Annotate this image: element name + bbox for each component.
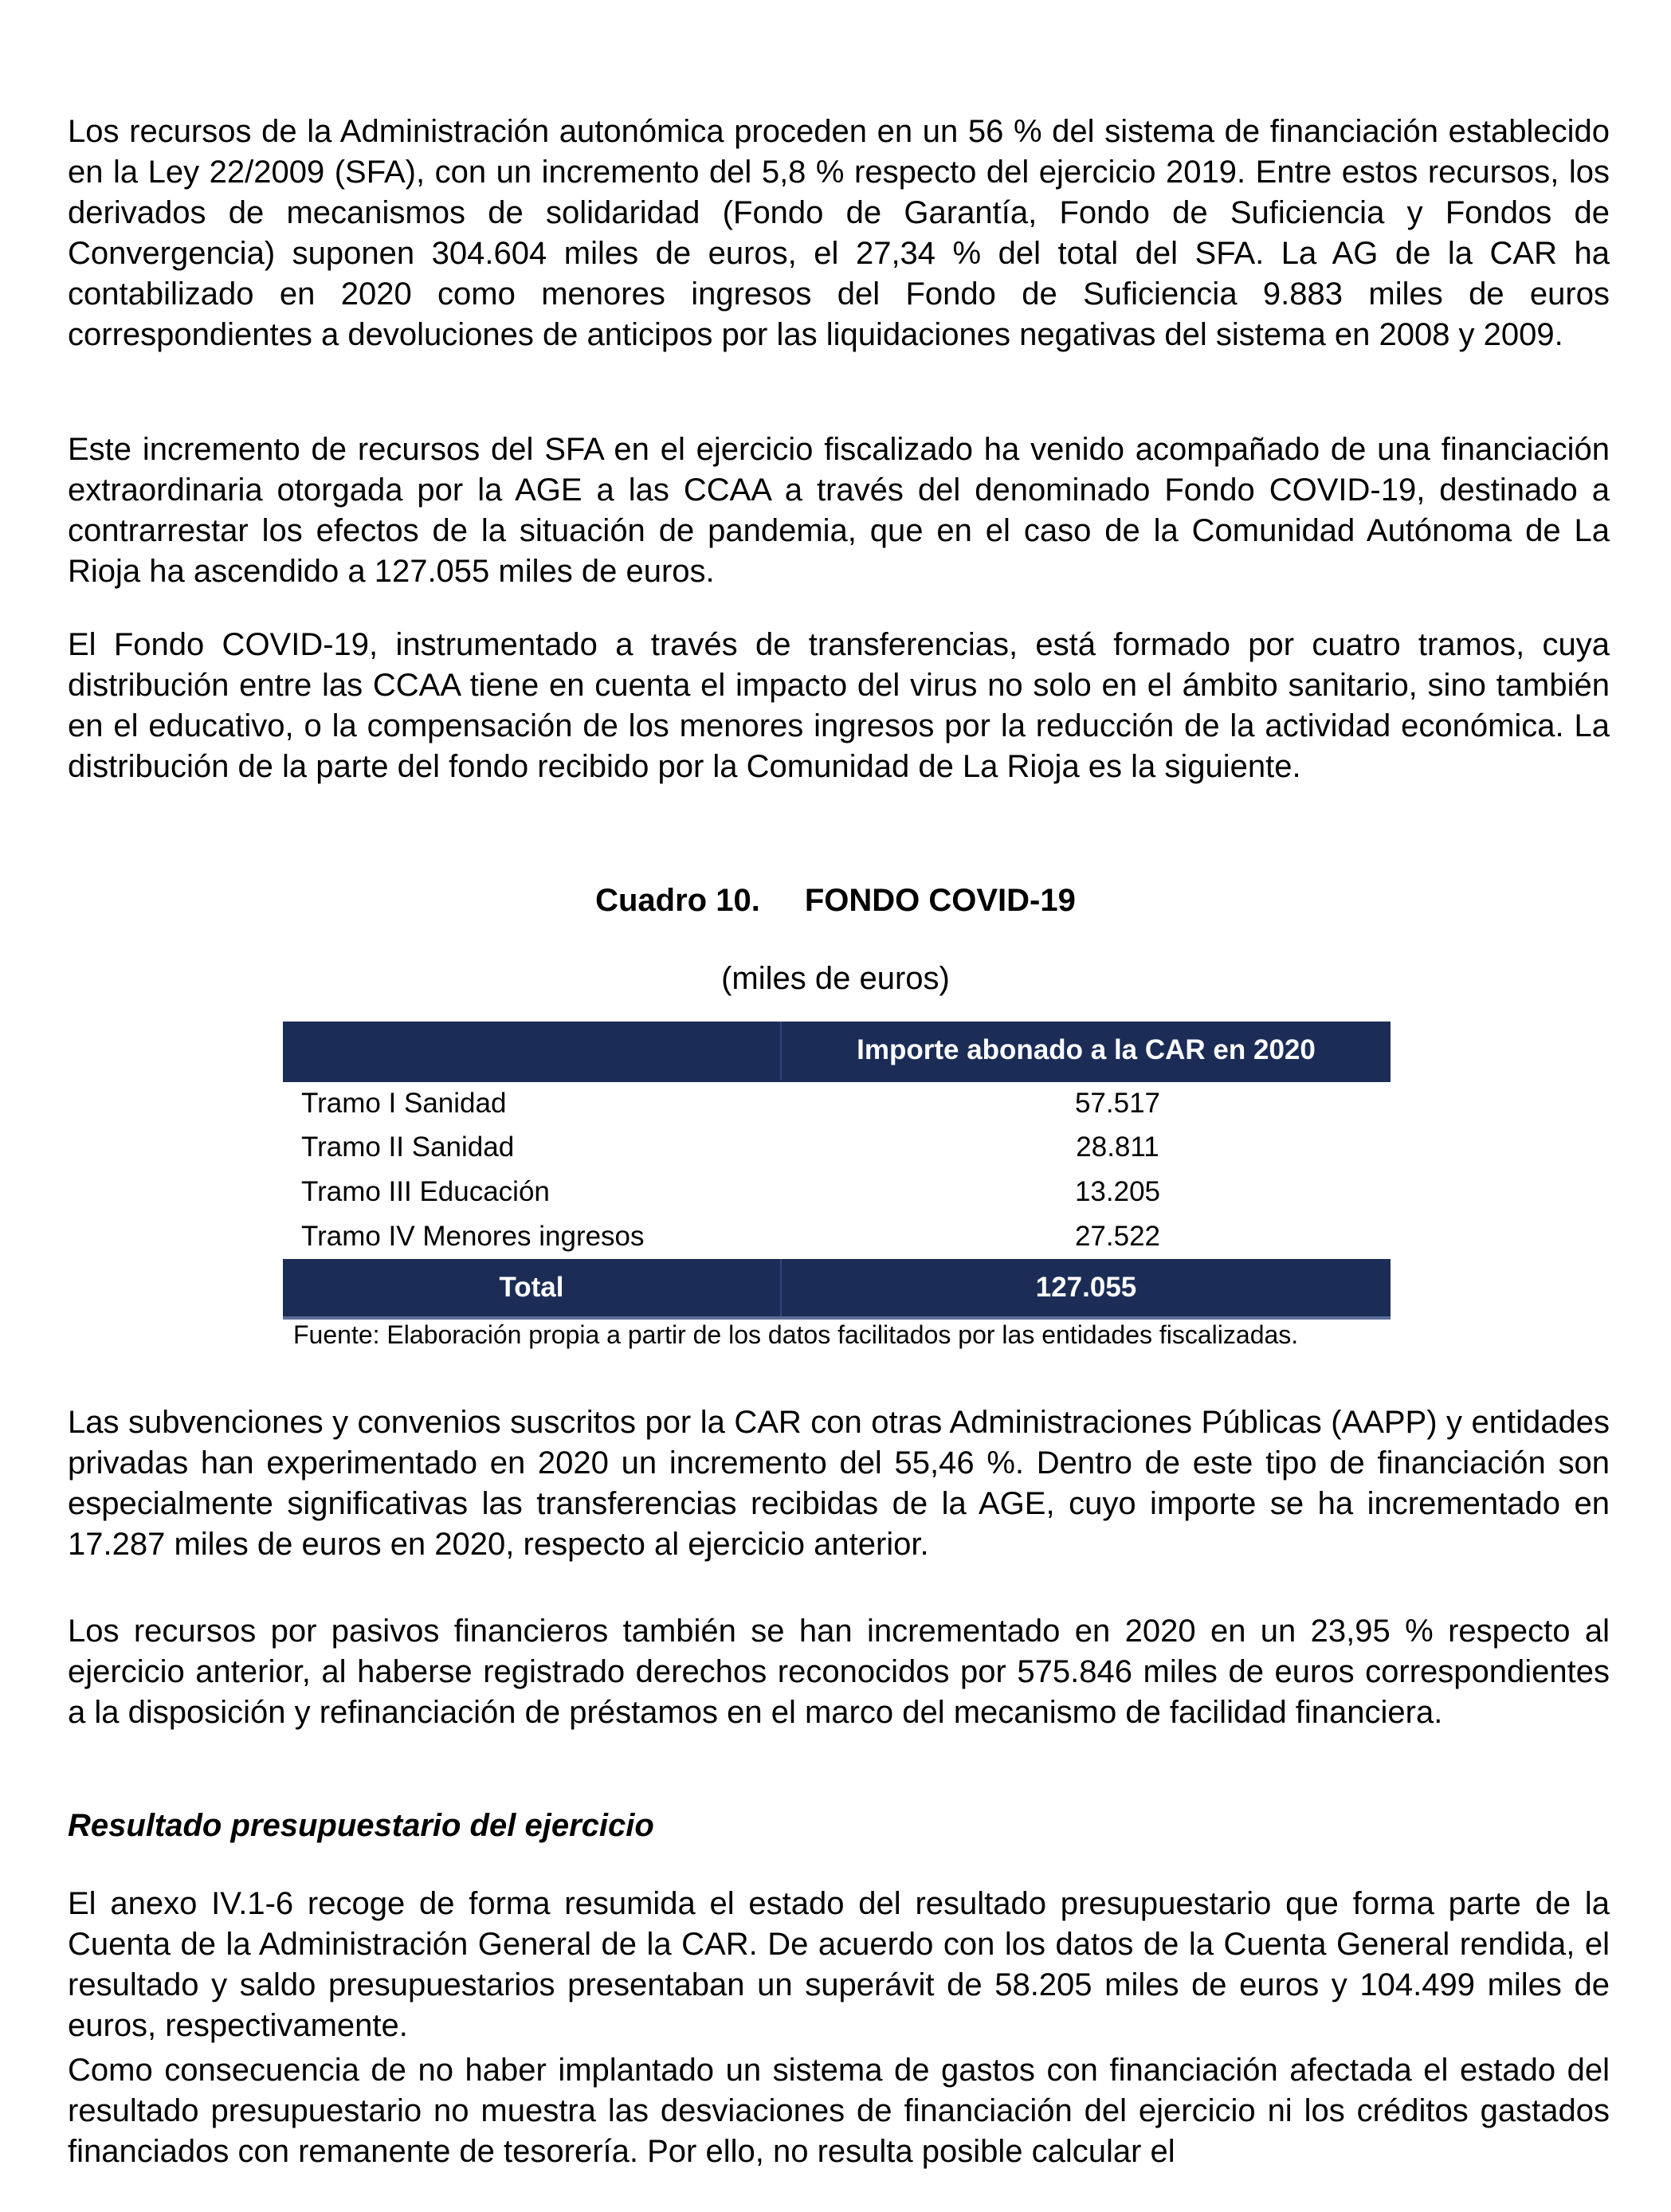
row-value: 27.522 (1074, 1221, 1161, 1252)
row-label: Tramo II Sanidad (301, 1131, 515, 1163)
table-row (283, 1081, 1391, 1125)
covid-fund-table (283, 1022, 1391, 1320)
table-header-row (283, 1022, 1391, 1081)
row-label: Tramo I Sanidad (301, 1087, 507, 1119)
total-label: Total (283, 1259, 781, 1318)
header-amount: Importe abonado a la CAR en 2020 (781, 1022, 1391, 1081)
row-value: 28.811 (1076, 1131, 1159, 1163)
paragraph-subsidies: Las subvenciones y convenios suscritos por la CAR con otras Administraciones Públicas (AAPP) y entidades privadas han experimentado en 2020 un incremento del 55,46 %. Dentro de este tipo de financiación son especialmente significativas las transferencias recibidas de la AGE, cuyo importe se ha incrementado en 17.287 miles de euros en 2020, respecto al ejercicio anterior. (68, 1405, 1610, 1562)
row-label: Tramo IV Menores ingresos (301, 1221, 645, 1252)
table-title: FONDO COVID-19 (804, 883, 1076, 918)
table-units: (miles de euros) (721, 961, 950, 996)
table-row (283, 1125, 1391, 1170)
paragraph-financing-deviations: Como consecuencia de no haber implantado un sistema de gastos con financiación afectada el estado del resultado presupuestario no muestra las desviaciones de financiación del ejercicio ni los créditos gastados financiados con remanente de tesorería. Por ello, no resulta posible calcular el (68, 2053, 1610, 2169)
table-number: Cuadro 10. (595, 883, 760, 918)
paragraph-budget-result: El anexo IV.1-6 recoge de forma resumida el estado del resultado presupuestario que forma parte de la Cuenta de la Administración General de la CAR. De acuerdo con los datos de la Cuenta General rendida, el resultado y saldo presupuestarios presentaban un superávit de 58.205 miles de euros y 104.499 miles de euros, respectivamente. (68, 1886, 1610, 2043)
row-label: Tramo III Educación (301, 1176, 550, 1207)
row-value: 13.205 (1074, 1176, 1161, 1207)
table-source-note: Fuente: Elaboración propia a partir de los datos facilitados por las entidades fiscalizadas. (293, 1320, 1299, 1349)
paragraph-financial-liabilities: Los recursos por pasivos financieros también se han incrementado en 2020 en un 23,95 % respecto al ejercicio anterior, al haberse registrado derechos reconocidos por 575.846 miles de euros correspondientes a la disposición y refinanciación de préstamos en el marco del mecanismo de facilidad financiera. (68, 1614, 1610, 1730)
total-value: 127.055 (781, 1259, 1391, 1318)
paragraph-covid-fund-intro: Este incremento de recursos del SFA en el ejercicio fiscalizado ha venido acompañado de una financiación extraordinaria otorgada por la AGE a las CCAA a través del denominado Fondo COVID-19, destinado a contrarrestar los efectos de la situación de pandemia, que en el caso de la Comunidad Autónoma de La Rioja ha ascendido a 127.055 miles de euros. (68, 432, 1610, 589)
header-concept (283, 1022, 781, 1081)
table-row (283, 1170, 1391, 1214)
paragraph-sfa-resources: Los recursos de la Administración autonómica proceden en un 56 % del sistema de financiación establecido en la Ley 22/2009 (SFA), con un incremento del 5,8 % respecto del ejercicio 2019. Entre estos recursos, los derivados de mecanismos de solidaridad (Fondo de Garantía, Fondo de Suficiencia y Fondos de Convergencia) suponen 304.604 miles de euros, el 27,34 % del total del SFA. La AG de la CAR ha contabilizado en 2020 como menores ingresos del Fondo de Suficiencia 9.883 miles de euros correspondientes a devoluciones de anticipos por las liquidaciones negativas del sistema en 2008 y 2009. (68, 114, 1610, 352)
table-caption (0, 880, 1671, 920)
table-total-row (283, 1259, 1391, 1318)
table-row (283, 1214, 1391, 1259)
section-heading: Resultado presupuestario del ejercicio (68, 1808, 654, 1843)
paragraph-covid-fund-tramos: El Fondo COVID-19, instrumentado a través de transferencias, está formado por cuatro tramos, cuya distribución entre las CCAA tiene en cuenta el impacto del virus no solo en el ámbito sanitario, sino también en el educativo, o la compensación de los menores ingresos por la reducción de la actividad económica. La distribución de la parte del fondo recibido por la Comunidad de La Rioja es la siguiente. (68, 627, 1610, 784)
row-value: 57.517 (1074, 1087, 1161, 1119)
